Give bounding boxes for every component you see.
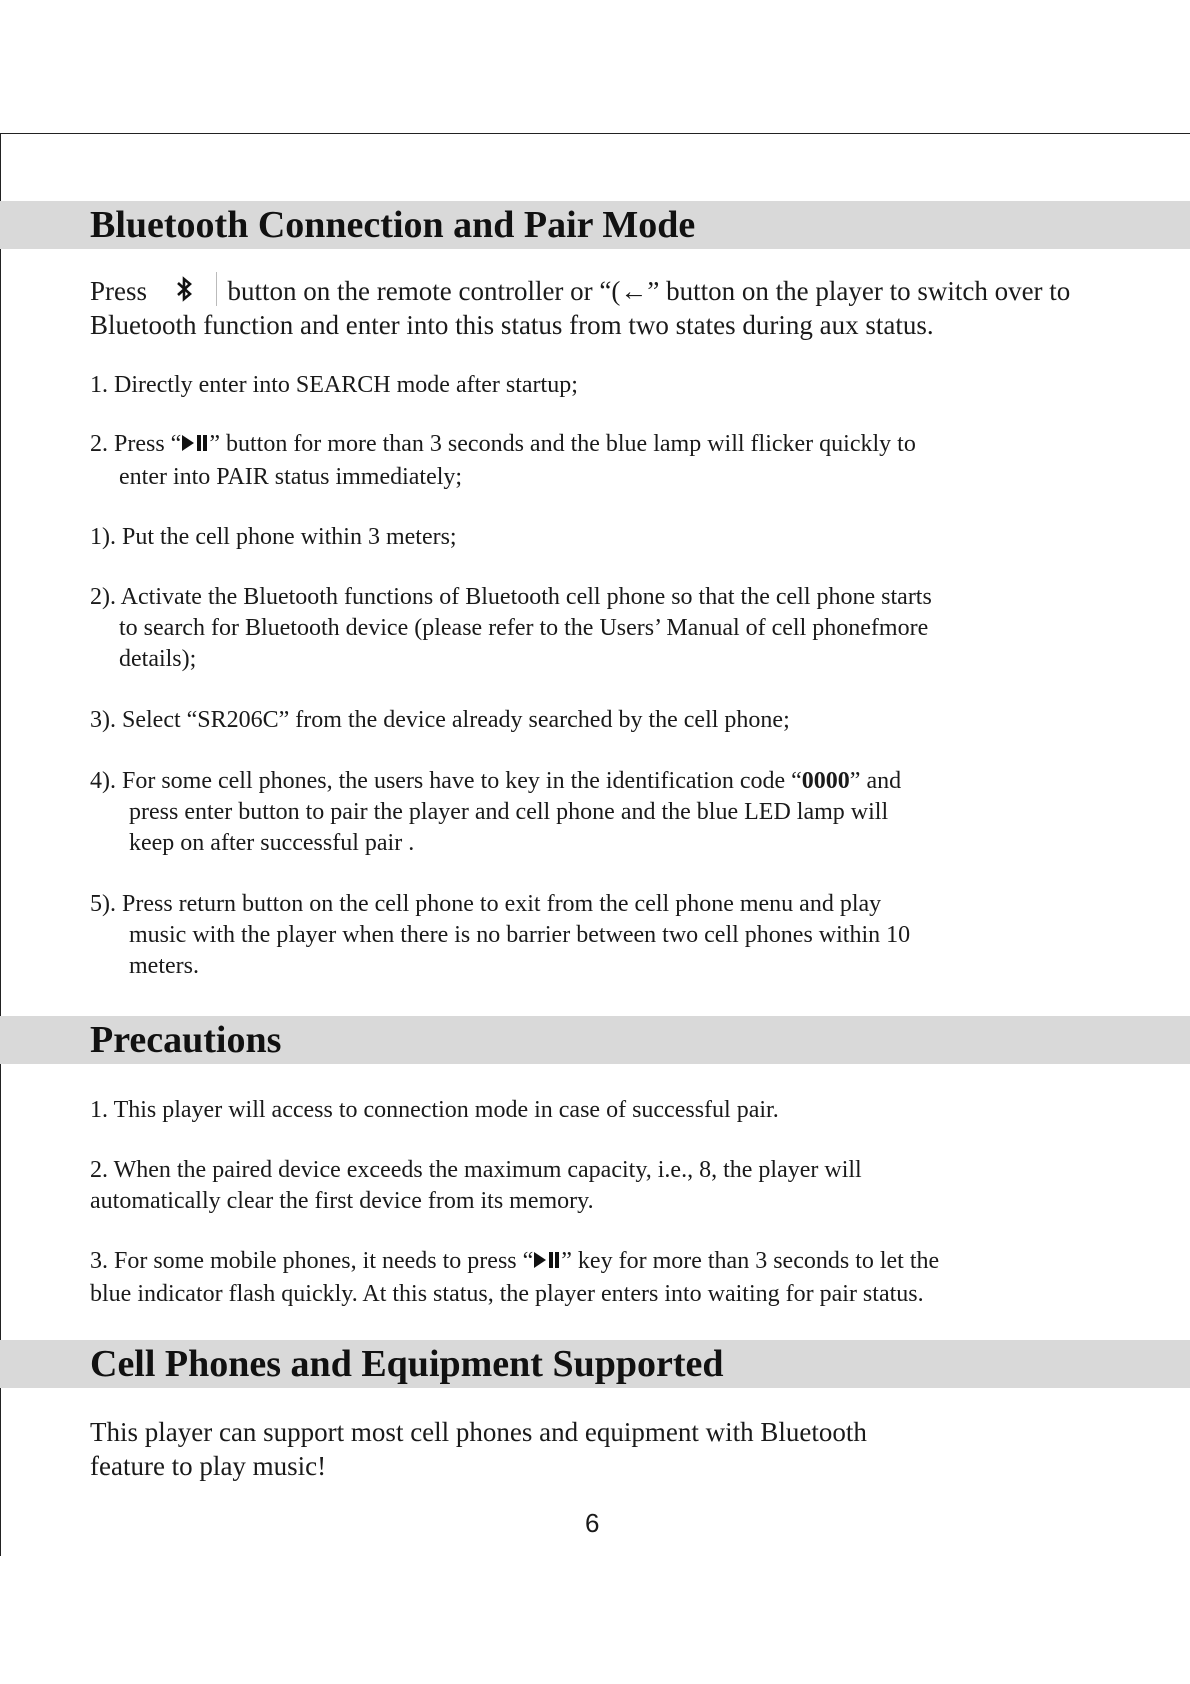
- bluetooth-icon: [154, 272, 217, 306]
- page-number: 6: [585, 1508, 600, 1538]
- sub4-line2: press enter button to pair the player and cell phone and the blue LED lamp will: [129, 799, 889, 825]
- section-title-bluetooth: Bluetooth Connection and Pair Mode: [90, 204, 696, 246]
- section-header-supported: [0, 1340, 1190, 1388]
- item2-press-text: 2. Press “: [90, 431, 182, 457]
- sub2-line3: details);: [119, 646, 197, 672]
- sub2-line1: 2). Activate the Bluetooth functions of Bluetooth cell phone so that the cell phone starts: [90, 584, 932, 610]
- prec3-line2: blue indicator flash quickly. At this status, the player enters into waiting for pair status.: [90, 1281, 924, 1307]
- section-header-precautions: [0, 1016, 1190, 1064]
- prec3-line1-after: ” key for more than 3 seconds to let the: [561, 1248, 940, 1274]
- play-pause-icon: [181, 431, 209, 462]
- precautions-item-2: [90, 1155, 862, 1217]
- prec2-line1: 2. When the paired device exceeds the maximum capacity, i.e., 8, the player will: [90, 1157, 862, 1183]
- sub2-line2: to search for Bluetooth device (please refer to the Users’ Manual of cell phonefmore: [119, 615, 929, 641]
- sub5-line1: 5). Press return button on the cell phone to exit from the cell phone menu and play: [90, 891, 882, 917]
- intro-text: button on the remote controller or “(←” button on the player to switch over to Bluetooth function and enter into this status from two states during aux status.: [90, 276, 1071, 340]
- sub4-line3: keep on after successful pair .: [129, 830, 415, 856]
- bluetooth-sub-3: 3). Select “SR206C” from the device already searched by the cell phone;: [90, 707, 790, 733]
- section-header-bluetooth: [0, 201, 1190, 249]
- prec3-before: 3. For some mobile phones, it needs to press “: [90, 1248, 534, 1274]
- bluetooth-sub-4: [90, 766, 901, 859]
- precautions-item-1: 1. This player will access to connection mode in case of successful pair.: [90, 1097, 779, 1123]
- bluetooth-item-1: 1. Directly enter into SEARCH mode after startup;: [90, 372, 578, 398]
- supported-text: [90, 1415, 867, 1483]
- item2-line1-text: ” button for more than 3 seconds and the blue lamp will flicker quickly to: [209, 431, 916, 457]
- identification-code: 0000: [801, 768, 850, 794]
- section-title-supported: Cell Phones and Equipment Supported: [90, 1343, 724, 1385]
- prec2-line2: automatically clear the first device from its memory.: [90, 1188, 594, 1214]
- section-title-precautions: Precautions: [90, 1019, 282, 1061]
- sub5-line2: music with the player when there is no barrier between two cell phones within 10: [129, 922, 911, 948]
- supported-line1: This player can support most cell phones and equipment with Bluetooth: [90, 1417, 867, 1447]
- bluetooth-intro: [90, 272, 1170, 342]
- intro-press-text: Press: [90, 276, 148, 306]
- sub4-line1-after: ” and: [849, 768, 902, 794]
- play-pause-icon: [533, 1248, 561, 1279]
- top-border-line: [0, 133, 1190, 134]
- bluetooth-item-2: [90, 429, 916, 493]
- sub5-line3: meters.: [129, 953, 199, 979]
- item2-line2-text: enter into PAIR status immediately;: [119, 464, 463, 490]
- bluetooth-sub-1: 1). Put the cell phone within 3 meters;: [90, 524, 457, 550]
- sub4-line1-before: 4). For some cell phones, the users have to key in the identification code “: [90, 768, 802, 794]
- bluetooth-sub-2: [90, 582, 932, 675]
- supported-line2: feature to play music!: [90, 1451, 327, 1481]
- precautions-item-3: [90, 1246, 939, 1310]
- bluetooth-sub-5: [90, 889, 910, 982]
